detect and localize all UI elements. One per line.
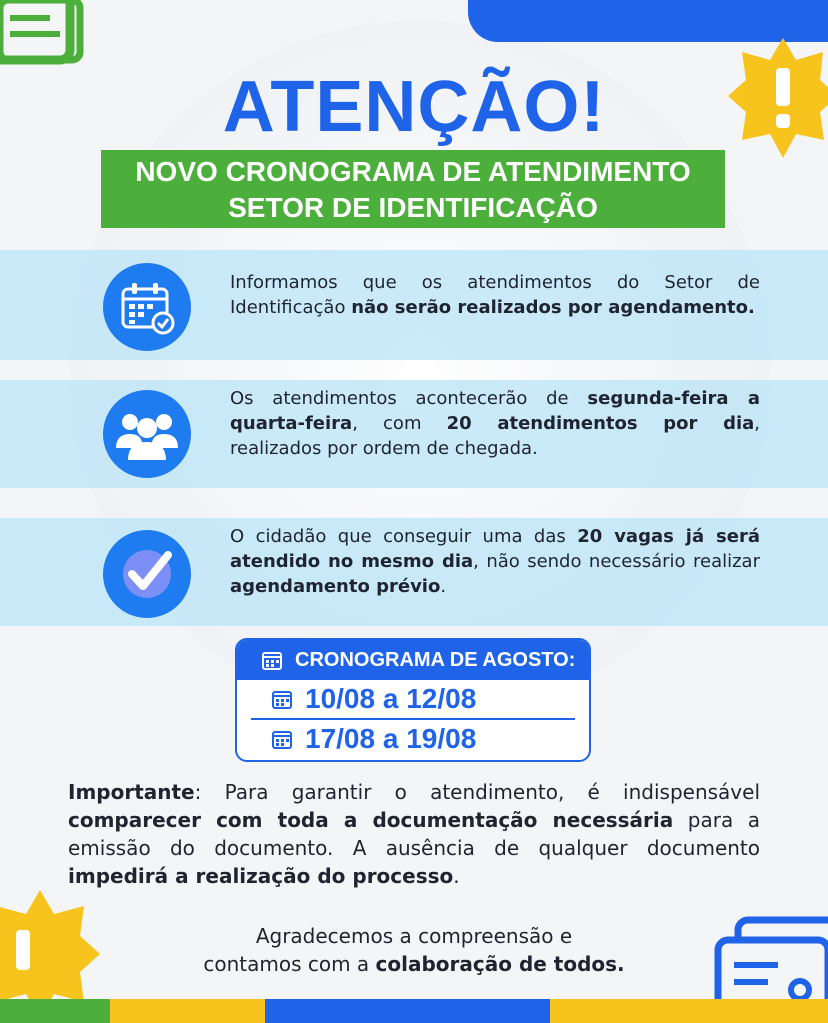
- calendar-check-icon: [103, 263, 191, 351]
- thanks-line-1: Agradecemos a compreensão e: [255, 924, 573, 948]
- banner-line-1: NOVO CRONOGRAMA DE ATENDIMENTO: [135, 156, 691, 187]
- important-notice: Importante: Para garantir o atendimento, é indispensável comparecer com toda a documentação necessária para a emissão do documento. A ausência de qualquer documento impedirá a realização do processo.: [68, 780, 760, 888]
- calendar-icon: [261, 649, 283, 671]
- top-blue-bar: [468, 0, 828, 42]
- title-banner: [101, 150, 725, 228]
- info-text-2: Os atendimentos acontecerão de segunda-feira a quarta-feira, com 20 atendimentos por dia, realizados por ordem de chegada.: [230, 388, 761, 459]
- people-group-icon: [103, 390, 191, 478]
- schedule-heading: [237, 640, 589, 680]
- schedule-box: [235, 638, 591, 762]
- page-title: ATENÇÃO!: [222, 67, 606, 147]
- schedule-date-row: [237, 680, 589, 718]
- schedule-heading-text: CRONOGRAMA DE AGOSTO:: [295, 648, 576, 671]
- info-text-1: Informamos que os atendimentos do Setor de Identificação não serão realizados por agendamento.: [230, 272, 760, 318]
- schedule-date-1: 10/08 a 12/08: [305, 683, 477, 714]
- info-text-3: O cidadão que conseguir uma das 20 vagas já será atendido no mesmo dia, não sendo necessário realizar agendamento prévio.: [230, 526, 760, 597]
- calendar-icon: [271, 688, 293, 710]
- schedule-date-2: 17/08 a 19/08: [305, 723, 477, 754]
- bottom-color-stripes: [0, 999, 828, 1023]
- calendar-icon: [271, 728, 293, 750]
- banner-line-2: SETOR DE IDENTIFICAÇÃO: [228, 192, 598, 223]
- schedule-date-row: [237, 720, 589, 758]
- checkmark-icon: [103, 530, 191, 618]
- thanks-line-2: contamos com a colaboração de todos.: [203, 952, 625, 976]
